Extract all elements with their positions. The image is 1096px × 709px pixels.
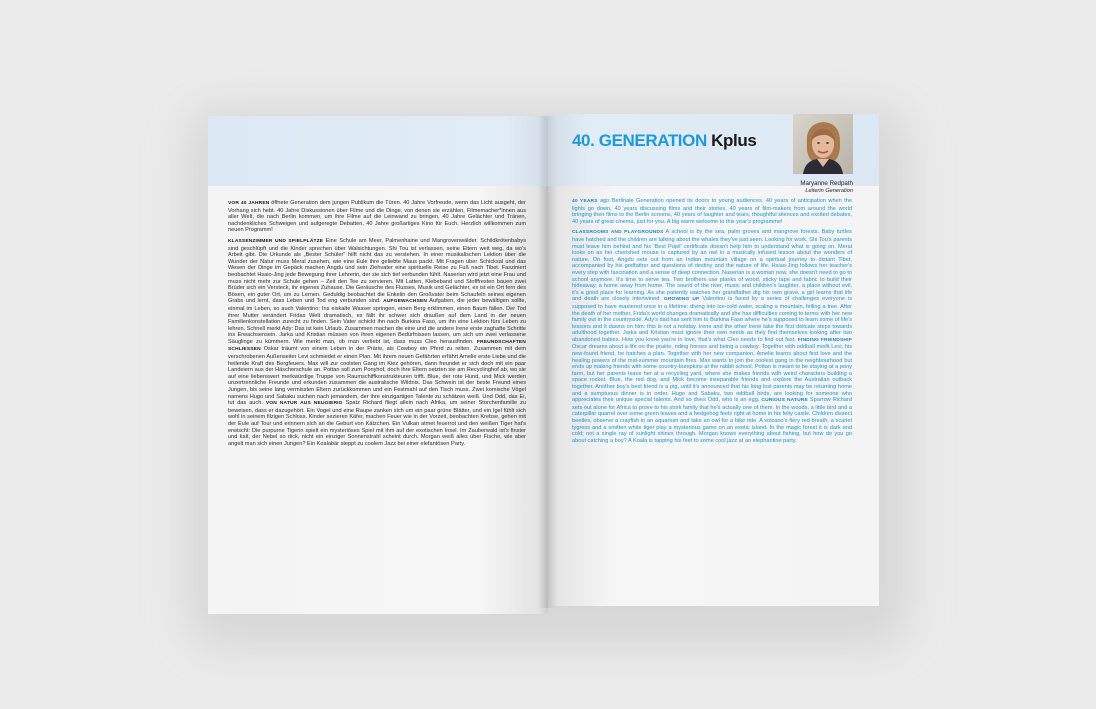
section-lead-freundschaften: FREUNDSCHAFTEN SCHLIESSEN (228, 339, 526, 353)
section-lead-classrooms: CLASSROOMS AND PLAYGROUNDS (572, 230, 664, 236)
right-page (548, 114, 879, 606)
portrait-photo (793, 114, 853, 174)
photo-caption-role: Leiterin Generation (805, 188, 853, 194)
german-intro-text: öffnete Generation dem jungen Publikum die Türen. 40 Jahre Vorfreude, wenn das Licht ausgeht, der Vorhang sich hebt. 40 Jahre Diskussionen über Filme und die Dinge, von denen sie erzählen, Filmemacher*innen aus aller Welt, die nach Berlin kommen, um ihre Filme auf die Leinwand zu bringen, 40 Jahre Gelächter und Tränen, nachdenkliches Schweigen und aufgeregte Debatten, 40 Jahre großartiges Kino für Euch. Herzlich willkommen zum neuen Programm! (228, 200, 526, 234)
section-text-curious-nature: Sparrow Richard sets out alone for Africa to prove to his stork family that he's actually one of them. In the woods, a little bird and a caterpillar quarrel over some green leaves and a hedgehog feels right at home in his felty castle. Children dissect beetles, observe a crayfish in an aquarium and take an owl for a bike ride. A volcano's fiery red breath, a scarlet tygress and a smitten white tiger play a mysterious game on an exotic island. In the magic forest it is dark and cold; not a single ray of sunlight shines through. Morgan knows everything about fishing, but how do you go about catching a boy? A Koala is tapping his feet to some cool jazz at an elephantine party. (572, 397, 852, 444)
section-lead-natur: VON NATUR AUS NEUGIERIG (265, 401, 343, 407)
german-text-column (228, 200, 526, 451)
section-text-classrooms: A school is by the sea, palm groves and mangrove forests. Baby turtles have hatched and the children are talking about the whales they've just seen. Looking for work, Shi Tou's parents must leave him behind and his 'Best Pupil' certificate doesn't help him to understand what is going on. Meral looks on as her cherished mouse is captured by an owl in a musically infused lesson about the wonders of nature. On foot, Angdu sets out from an Indian mountain village on a spiritual journey to distant Tibet, accompanied by his godfather and questions of destiny and the nature of life. Hsiao-Jing follows her teacher's every step with fascination and a sense of deep connection. Naserian is a woman now, she doesn't need to go to school anymore. It's time to serve tea. Two brothers use planks of wood, sticky tape and fabric to build their hideaway, a home away from home. The sound of the river, music and children's laughter, a place without evil, it's a good place for learning. As she patiently watches her grandfather dig his own grave, a girl learns that life and death are closely intertwined. (572, 229, 852, 303)
section-lead-aufgewachsen: AUFGEWACHSEN (383, 299, 428, 305)
title-accent: 40. GENERATION (572, 131, 707, 150)
section-lead-friendship: FINDING FRIENDSHIP (797, 337, 852, 343)
english-text-column (572, 198, 852, 448)
page-title (572, 131, 756, 151)
section-text-natur: Spatz Richard fliegt allein nach Afrika, um seiner Storchenfamilie zu beweisen, dass er dazugehört. Ein Vogel und eine Raupe zanken sich um ein paar grüne Blätter, und ein Igel fühlt sich wohl in seinem filzigen Schloss. Kinder sezieren Käfer, machen Feuer wie in der Vorzeit, beobachten Krebse, gehen mit der Eule auf Tour und erinnern sich an die Geburt von Kätzchen. Ein Vulkan atmet feuerrot und den weißen Tiger hat's erwischt: Die purpurne Tigerin spielt ein mysteriöses Spiel mit ihm auf der exotischen Insel. Im Zauberwald ist's finster und kalt, der Nebel so dick, nicht ein einziger Sonnenstrahl scheint durch. Morgan weiß alles über Fische, wie aber angelt man sich einen Jungen? Ein Koalabär steppt zu coolem Jazz bei einer elefantösen Party. (228, 400, 526, 447)
section-lead-klassenzimmer: KLASSENZIMMER UND SPIELPLÄTZE (228, 238, 324, 244)
section-text-klassenzimmer: Eine Schule am Meer, Palmenhaine und Mangrovenwälder. Schildkrötenbabys sind geschlüpft und die Kinder sprechen über Walsichtungen. Shi Tou ist verlassen, seine Eltern weit weg, da wo's Arbeit gibt. Die Urkunde als „Bester Schüler" hilft nicht das zu verstehen. In einer musikalischen Lektion über die Wunder der Natur muss Meral zusehen, wie eine Eule ihre geliebte Maus packt. Mit Fragen über Schicksal und das Wesen der Dinge im Gepäck machen Angdu und sein Ziehvater eine spirituelle Reise zu Fuß nach Tibet. Fasziniert beobachtet Hsaio-Jing jede Bewegung ihrer Lehrerin, der sie sich tief verbunden fühlt. Naserian wird jetzt eine Frau und muss nicht mehr zur Schule gehen – Zeit den Tee zu servieren. Mit Latten, Klebeband und Stofffresten bauen zwei Brüder sich ein Versteck, ihr eigenes Zuhause. Die Geräusche des Flusses, Musik und Gelächter, es ist ein Ort fern des Bösen, ein guter Ort, um zu Lernen. Geduldig beobachtet die Enkelin den Großvater beim Schaufeln seines eigenen Grabs und lernt, dass Leben und Tod eng verbunden sind. (228, 237, 526, 305)
german-intro-paragraph (228, 200, 526, 234)
section-text-aufgewachsen: Aufgaben, die jeder bewältigen sollte, einmal im Leben, so auch Valentino: Ins eiskalte Wasser springen, einen Berg erklimmen, einen Baum fällen. Der Tod ihrer Mutter verändert Fridas Welt dramatisch, es fällt ihr schwer sich draußen auf dem Land in der neuen Familienkonstellation zurecht zu finden. Sein Vater schickt ihn nach Burkina Faso, um ihn eine Lektion fürs Leben zu lehren. Schnell merkt Ady: Das ist kein Urlaub. Zusammen machen die eine und die andere Irene erste zaghafte Schritte ins Erwachsensein. Jarka und Kristian müssen von ihren eigenen Bedürfnissen lassen, um sich um zwei verlassene Säuglinge zu kümmern. Wie merkt man, ob man verliebt ist, dass muss Cleo herausfinden. (228, 298, 527, 345)
german-intro-lead: VOR 40 JAHREN (228, 201, 270, 206)
left-page (208, 116, 548, 614)
section-lead-curious-nature: CURIOUS NATURE (761, 398, 808, 404)
section-lead-growing-up: GROWING UP (663, 297, 700, 303)
english-body-paragraph (572, 229, 852, 444)
english-intro-lead: 40 YEARS (572, 199, 598, 204)
photo-caption-name: Maryanne Redpath (800, 180, 853, 187)
section-text-growing-up: Valentino is faced by a series of challenges everyone is supposed to have mastered once in a lifetime: diving into ice-cold water, scaling a mountain, felling a tree. After the death of her mother, Frida's world changes dramatically and she has difficulties coming to terms with her new family out in the countryside. Ady's dad has sent him to Burkina Faso where he's supposed to learn some of life's lessons and it dawns on him: this is not a holiday. Irene and the other Irene take the first delicate steps towards adulthood together. Jarka and Kristian must ignore their own needs as they find themselves looking after two abandoned babies. How you know you're in love, that's what Cleo needs to find out fast. (572, 296, 853, 343)
section-text-friendship: Oscar dreams about a life on the prairie, riding horses and being a cowboy. Together with oddball misfit Levi, his new-found friend, he hatches a plan. Together with her new companion, Amelie learns about first love and the healing powers of the mid-summer mountain fires. Max wants to join the coolest gang in the neighbourhood but ends up making friends with some country-bumpkins at the rabbit school. Pottan is meant to be staying at a pony farm, but her parents leave her at a recycling yard, where she makes friends with weird characters building a space rocket. Blue, the red dog, and Mick become inseparable friends and explore the Australian outback together. Another boy's best friend is a pig, until it's announced that his long lost parents may be returning home and a sumptuous dinner is in order. Hugo and Sabaku, two oddball birds, are looking for someone who appreciates their unique special talents. And so does Odd, who is an egg. (572, 344, 852, 404)
english-intro-text: ago Berlinale Generation opened its doors to young audiences. 40 years of anticipation when the lights go down, 40 years discussing films and their stories, 40 years of film-makers from around the world bringing their films to the Berlin screens, 40 years of laughter and tears, thoughtful silences and excited debates, 40 years of great cinema, just for you. A big warm welcome to this year's programme! (572, 198, 852, 225)
german-body-paragraph (228, 238, 526, 447)
left-header-band (208, 116, 548, 186)
section-text-freundschaften: Oskar träumt von einem Leben in der Prärie, als Cowboy ein Pferd zu reiten. Zusammen mit dem verschrobenen Außenseiter Levi schmiedet er einen Plan. Mit ihrem neuen Gefährten erfährt Amelie erste Liebe und die heilende Kraft des Bergfeuers. Max will zur coolsten Gang im Kiez gehören, dann freundet er sich doch mit ein paar Landeiern aus der Häscherschule an. Pottan soll zum Ponyhof, doch ihre Eltern setzten sie am Recyclinghof ab, wo sie auf eine liebenswert merkwürdige Truppe von Raumschiffkonstrukteuren trifft. Blue, der rote Hund, und Mick werden unzertrennliche Freunde und erkunden zusammen die australische Wildnis. Das Schwein ist der beste Freund eines Jungen, bis seine lang vermissten Eltern zurückkommen und ein Festmahl auf den Tisch muss. Zwei komische Vögel namens Hugo und Sabaku suchen nach jemandem, der ihre einzigartigen Talente zu schätzen weiß. Und Odd, das Ei, tut das auch. (228, 346, 526, 407)
title-rest: Kplus (706, 131, 757, 150)
english-intro-paragraph (572, 198, 852, 225)
